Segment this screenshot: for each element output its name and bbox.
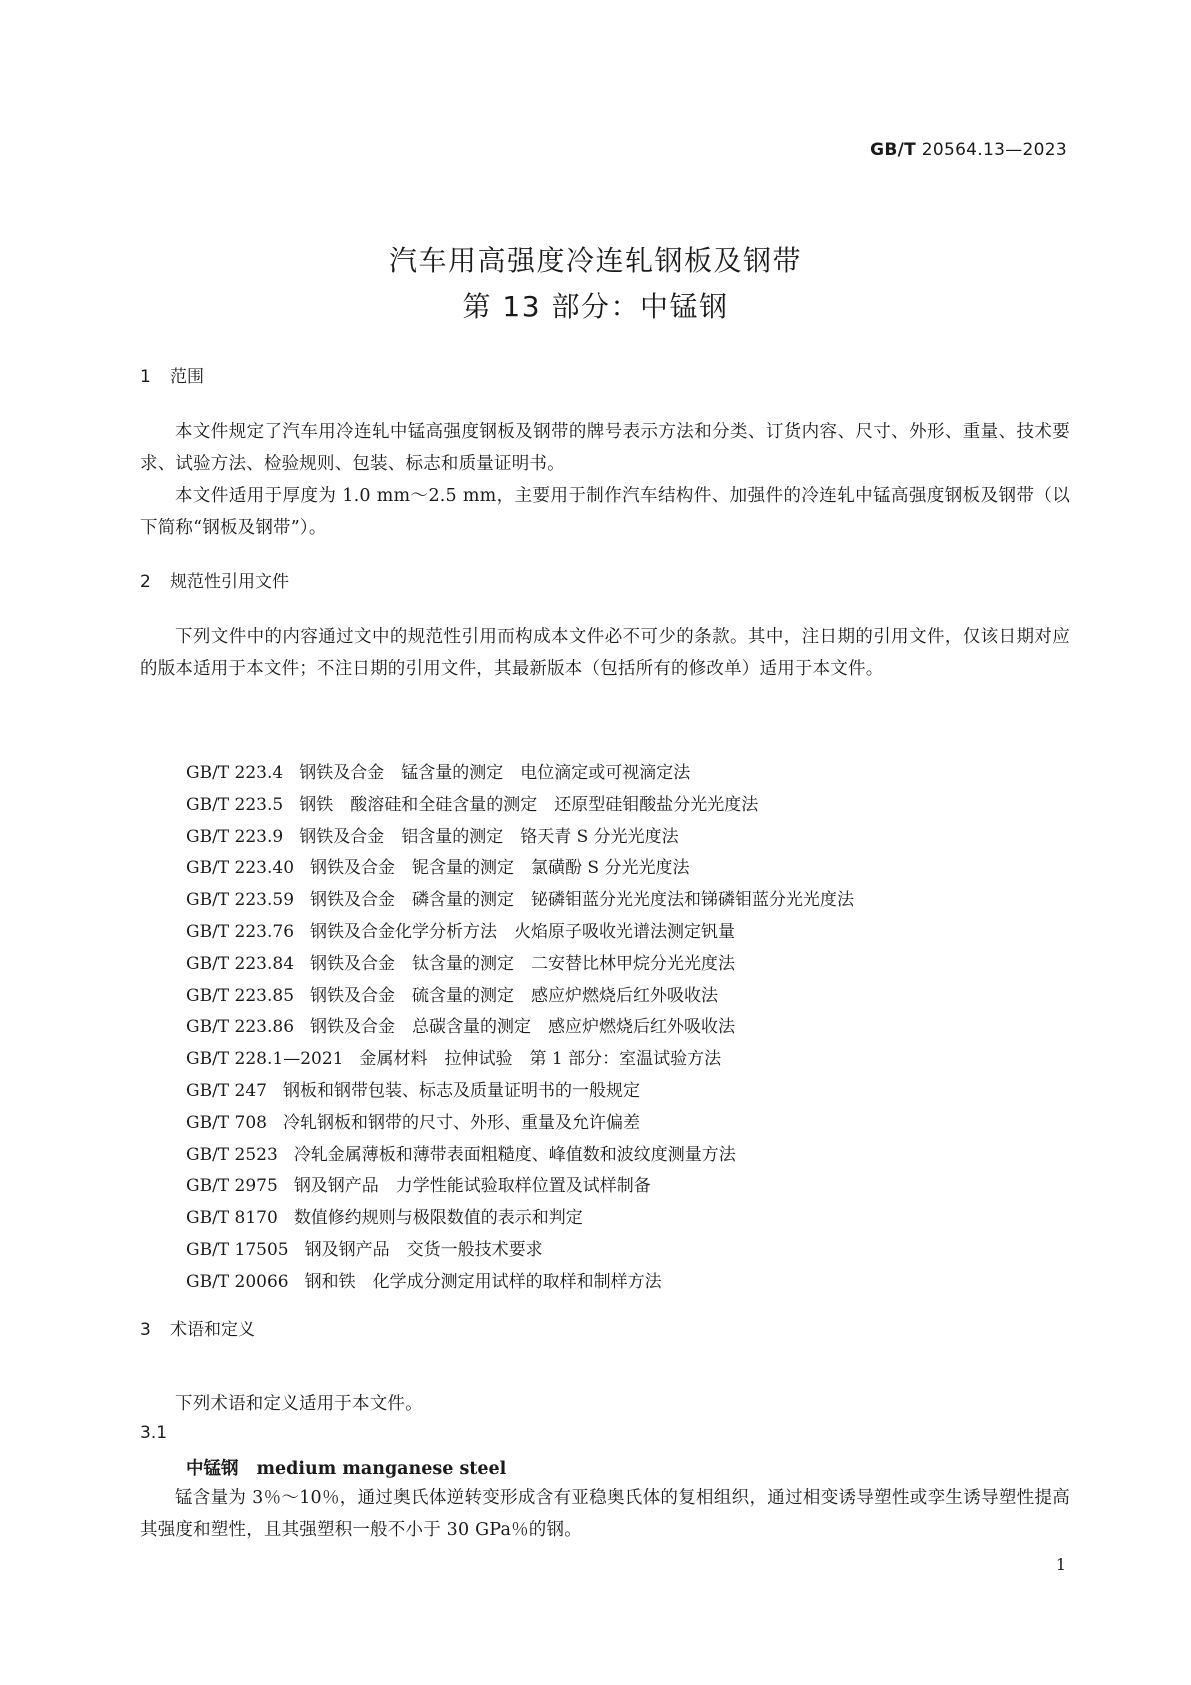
reference-item [186,1076,854,1108]
reference-code: GB/T 2523 [186,1144,278,1165]
reference-item [186,822,854,854]
term-entry [186,1455,506,1480]
reference-title: 钢板和钢带包装、标志及质量证明书的一般规定 [283,1080,640,1101]
reference-code: GB/T 247 [186,1080,267,1101]
reference-title: 钢铁及合金 铝含量的测定 铬天青 S 分光光度法 [299,826,679,847]
reference-code: GB/T 8170 [186,1208,278,1229]
reference-code: GB/T 17505 [186,1239,289,1260]
terms-intro: 下列术语和定义适用于本文件。 [175,1394,423,1414]
section-heading-scope [140,362,204,387]
standard-code: 20564.13—2023 [921,140,1067,160]
reference-item [186,1171,854,1203]
reference-code: GB/T 223.9 [186,826,284,847]
reference-code: GB/T 2975 [186,1176,278,1197]
reference-item [186,981,854,1013]
reference-item [186,1140,854,1172]
section-number: 2 [140,572,151,592]
reference-code: GB/T 223.4 [186,763,284,783]
reference-item [186,949,854,981]
term-english: medium manganese steel [256,1459,507,1479]
reference-title: 钢及钢产品 交货一般技术要求 [304,1239,543,1260]
term-number: 3.1 [140,1423,168,1443]
reference-title: 冷轧金属薄板和薄带表面粗糙度、峰值数和波纹度测量方法 [293,1144,736,1165]
reference-item [186,1235,854,1267]
scope-paragraph-1: 本文件规定了汽车用冷连轧中锰高强度钢板及钢带的牌号表示方法和分类、订货内容、尺寸、外形、重量、技术要求、试验方法、检验规则、包装、标志和质量证明书。 [140,422,1070,474]
section-heading-terms [140,1315,255,1340]
page-number: 1 [1055,1555,1066,1574]
references-intro: 下列文件中的内容通过文中的规范性引用而构成本文件必不可少的条款。其中，注日期的引用文件，仅该日期对应的版本适用于本文件；不注日期的引用文件，其最新版本（包括所有的修改单）适用于本文件。 [140,627,1070,679]
reference-title: 钢及钢产品 力学性能试验取样位置及试样制备 [293,1176,651,1197]
section-number: 3 [140,1320,151,1340]
document-title [0,238,1191,330]
reference-item [186,1267,854,1299]
reference-code: GB/T 228.1—2021 [186,1049,344,1070]
reference-code: GB/T 223.59 [186,890,295,911]
standard-prefix: GB/T [870,140,916,160]
reference-title: 钢铁及合金 总碳含量的测定 感应炉燃烧后红外吸收法 [310,1017,736,1038]
term-definition: 锰含量为 3％～10％，通过奥氏体逆转变形成含有亚稳奥氏体的复相组织，通过相变诱导塑性或孪生诱导塑性提高其强度和塑性，且其强塑积一般不小于 30 GPa％的钢。 [140,1488,1070,1540]
reference-title: 金属材料 拉伸试验 第 1 部分：室温试验方法 [359,1049,722,1070]
reference-title: 钢铁及合金 锰含量的测定 电位滴定或可视滴定法 [299,763,691,783]
reference-item [186,1108,854,1140]
reference-title: 钢铁 酸溶硅和全硅含量的测定 还原型硅钼酸盐分光光度法 [299,794,759,815]
reference-item [186,758,854,790]
reference-code: GB/T 223.5 [186,794,284,815]
reference-title: 冷轧钢板和钢带的尺寸、外形、重量及允许偏差 [283,1112,640,1133]
section-title: 范围 [170,367,204,387]
reference-item [186,1203,854,1235]
reference-list [186,758,854,1299]
reference-title: 钢铁及合金 硫含量的测定 感应炉燃烧后红外吸收法 [310,985,719,1006]
reference-title: 钢铁及合金 磷含量的测定 铋磷钼蓝分光光度法和锑磷钼蓝分光光度法 [310,890,855,911]
reference-title: 钢和铁 化学成分测定用试样的取样和制样方法 [304,1271,662,1292]
reference-item [186,853,854,885]
reference-code: GB/T 708 [186,1112,267,1133]
reference-code: GB/T 20066 [186,1271,289,1292]
reference-title: 钢铁及合金 铌含量的测定 氯磺酚 S 分光光度法 [310,858,690,879]
reference-code: GB/T 223.76 [186,921,295,942]
reference-item [186,917,854,949]
reference-item [186,1012,854,1044]
section-title: 规范性引用文件 [170,572,289,592]
reference-title: 数值修约规则与极限数值的表示和判定 [293,1208,583,1229]
reference-item [186,790,854,822]
reference-item [186,1044,854,1076]
reference-title: 钢铁及合金化学分析方法 火焰原子吸收光谱法测定钒量 [310,921,736,942]
reference-code: GB/T 223.40 [186,858,295,879]
standard-number [870,140,1067,160]
reference-title: 钢铁及合金 钛含量的测定 二安替比林甲烷分光光度法 [310,953,736,974]
section-title: 术语和定义 [170,1320,255,1340]
reference-item [186,885,854,917]
scope-paragraph-2: 本文件适用于厚度为 1.0 mm～2.5 mm，主要用于制作汽车结构件、加强件的冷连轧中锰高强度钢板及钢带（以下简称“钢板及钢带”）。 [140,486,1070,538]
term-chinese: 中锰钢 [186,1459,239,1479]
title-line-2: 第 13 部分：中锰钢 [462,290,729,323]
reference-code: GB/T 223.84 [186,953,295,974]
section-number: 1 [140,367,151,387]
reference-code: GB/T 223.86 [186,1017,295,1038]
title-line-1: 汽车用高强度冷连轧钢板及钢带 [388,244,802,277]
reference-code: GB/T 223.85 [186,985,295,1006]
section-heading-normative-references [140,567,289,592]
